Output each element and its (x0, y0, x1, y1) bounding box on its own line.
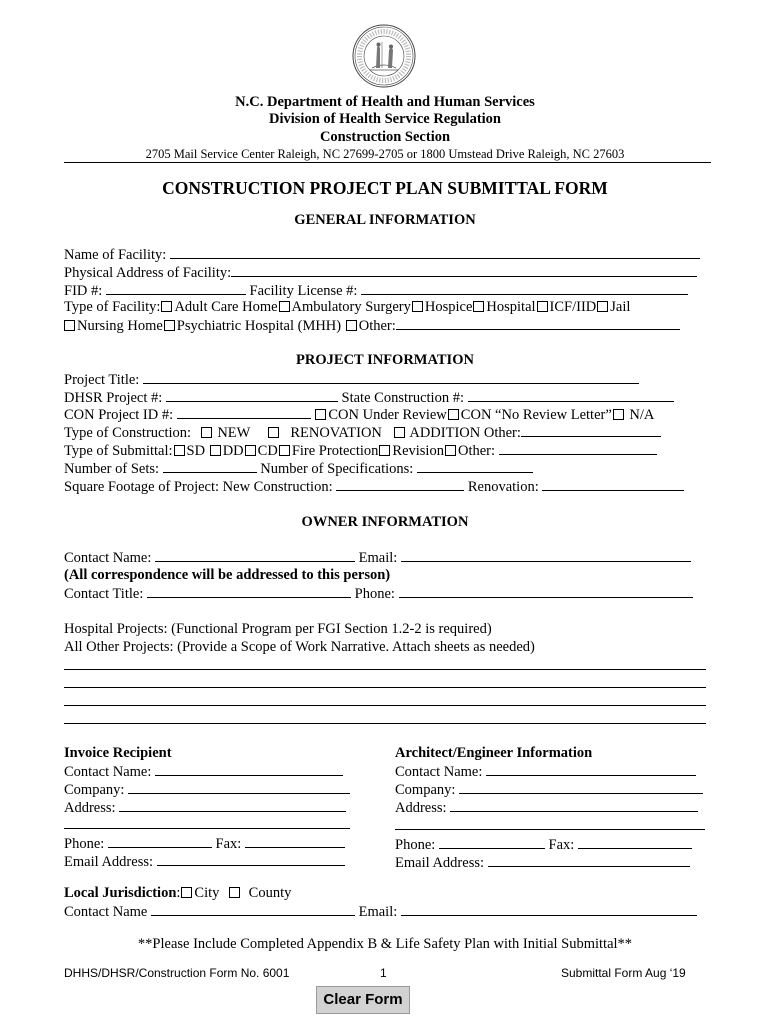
facility-license-label: Facility License #: (249, 283, 358, 299)
fire-protection-checkbox[interactable] (279, 445, 290, 456)
state-seal-logo (352, 24, 416, 88)
new-checkbox[interactable] (201, 427, 212, 438)
owner-email-label: Email: (358, 550, 398, 566)
owner-contact-label: Contact Name: (64, 550, 152, 566)
invoice-address-label: Address: (64, 800, 116, 816)
architect-email-field[interactable] (488, 853, 690, 867)
sqft-reno-label: Renovation: (467, 479, 539, 495)
header-divider (64, 162, 711, 163)
owner-phone-label: Phone: (354, 586, 395, 602)
architect-contact-field[interactable] (486, 762, 696, 776)
icf-iid-checkbox[interactable] (537, 301, 548, 312)
physical-address-row (64, 263, 697, 282)
con-under-review-checkbox[interactable] (315, 409, 326, 420)
revision-checkbox[interactable] (379, 445, 390, 456)
invoice-company-field[interactable] (128, 780, 350, 794)
construction-other-label: Other: (483, 425, 521, 441)
architect-address-line-2[interactable] (395, 829, 705, 830)
architect-contact-row (395, 762, 696, 781)
division-name: Division of Health Service Regulation (269, 111, 501, 127)
project-title-field[interactable] (143, 370, 639, 384)
submittal-other-checkbox[interactable] (445, 445, 456, 456)
header-address: 2705 Mail Service Center Raleigh, NC 27699-2705 or 1800 Umstead Drive Raleigh, NC 27603 (145, 147, 625, 161)
dhsr-field[interactable] (166, 388, 338, 402)
sqft-reno-field[interactable] (542, 477, 684, 491)
owner-contact-field[interactable] (155, 548, 355, 562)
owner-note: (All correspondence will be addressed to this person) (64, 567, 391, 583)
sets-row (64, 459, 533, 478)
other-facility-label: Other: (358, 318, 396, 334)
architect-heading: Architect/Engineer Information (395, 745, 593, 761)
owner-contact-row (64, 548, 691, 567)
revision-label: Revision (392, 443, 444, 459)
facility-type-row (64, 298, 630, 316)
footer-version: Submittal Form Aug ‘19 (561, 966, 686, 980)
footer-form-number: DHHS/DHSR/Construction Form No. 6001 (64, 966, 290, 980)
addition-label: ADDITION (409, 425, 481, 441)
con-under-review-label: CON Under Review (328, 407, 447, 423)
jail-label: Jail (610, 299, 631, 315)
invoice-address-field[interactable] (119, 798, 346, 812)
owner-title-label: Contact Title: (64, 586, 144, 602)
project-heading: PROJECT INFORMATION (296, 352, 474, 368)
owner-heading: OWNER INFORMATION (301, 514, 469, 530)
project-title-label: Project Title: (64, 372, 140, 388)
hospital-projects-text: Hospital Projects: (Functional Program per FGI Section 1.2-2 is required) (64, 621, 492, 637)
facility-name-label: Name of Facility: (64, 247, 167, 263)
general-heading: GENERAL INFORMATION (294, 212, 476, 228)
other-facility-field[interactable] (396, 316, 680, 330)
submittal-type-label: Type of Submittal: (64, 443, 173, 459)
invoice-contact-field[interactable] (155, 762, 343, 776)
invoice-phone-field[interactable] (108, 834, 212, 848)
owner-phone-field[interactable] (399, 584, 693, 598)
state-construction-label: State Construction #: (341, 390, 464, 406)
dept-name: N.C. Department of Health and Human Services (235, 94, 535, 110)
ambulatory-surgery-checkbox[interactable] (279, 301, 290, 312)
architect-company-field[interactable] (459, 780, 703, 794)
jurisdiction-colon: : (176, 885, 181, 901)
invoice-company-row (64, 780, 350, 799)
dd-label: DD (222, 443, 244, 459)
invoice-email-field[interactable] (157, 852, 345, 866)
dhsr-label: DHSR Project #: (64, 390, 163, 406)
architect-address-row (395, 798, 698, 817)
architect-email-row (395, 853, 690, 872)
invoice-address-line-2[interactable] (64, 828, 350, 829)
owner-title-field[interactable] (147, 584, 351, 598)
fid-field[interactable] (106, 281, 246, 295)
adult-care-checkbox[interactable] (161, 301, 172, 312)
jurisdiction-email-field[interactable] (401, 902, 697, 916)
adult-care-label: Adult Care Home (174, 299, 278, 315)
facility-type-label: Type of Facility: (64, 299, 161, 315)
hospice-label: Hospice (424, 299, 473, 315)
invoice-fax-field[interactable] (245, 834, 345, 848)
section-name: Construction Section (319, 129, 451, 145)
con-id-field[interactable] (177, 405, 311, 419)
project-title-row (64, 370, 639, 389)
submittal-other-field[interactable] (499, 441, 657, 455)
num-sets-label: Number of Sets: (64, 461, 160, 477)
jurisdiction-contact-field[interactable] (151, 902, 355, 916)
architect-address-field[interactable] (450, 798, 698, 812)
county-label: County (248, 885, 292, 901)
construction-other-field[interactable] (521, 423, 661, 437)
invoice-address-row (64, 798, 346, 817)
other-projects-text: All Other Projects: (Provide a Scope of Work Narrative. Attach sheets as needed) (64, 639, 535, 655)
invoice-company-label: Company: (64, 782, 125, 798)
invoice-contact-label: Contact Name: (64, 764, 152, 780)
architect-email-label: Email Address: (395, 855, 485, 871)
renovation-checkbox[interactable] (268, 427, 279, 438)
invoice-phone-label: Phone: (64, 836, 105, 852)
architect-fax-field[interactable] (578, 835, 692, 849)
architect-contact-label: Contact Name: (395, 764, 483, 780)
owner-email-field[interactable] (401, 548, 691, 562)
num-specs-field[interactable] (417, 459, 533, 473)
hospice-checkbox[interactable] (412, 301, 423, 312)
facility-license-field[interactable] (361, 281, 688, 295)
narrative-line-4[interactable] (64, 723, 706, 724)
architect-phone-field[interactable] (439, 835, 545, 849)
hospital-checkbox[interactable] (473, 301, 484, 312)
con-no-review-label: CON “No Review Letter” (460, 407, 612, 423)
nursing-home-checkbox[interactable] (64, 320, 75, 331)
facility-name-row (64, 245, 700, 264)
form-title: CONSTRUCTION PROJECT PLAN SUBMITTAL FORM (162, 178, 608, 198)
architect-phone-row (395, 835, 692, 854)
psychiatric-hospital-checkbox[interactable] (164, 320, 175, 331)
architect-company-row (395, 780, 703, 799)
fid-label: FID #: (64, 283, 103, 299)
num-sets-field[interactable] (163, 459, 257, 473)
new-label: NEW (217, 425, 251, 441)
fire-protection-label: Fire Protection (291, 443, 379, 459)
city-checkbox[interactable] (181, 887, 192, 898)
invoice-email-label: Email Address: (64, 854, 154, 870)
na-checkbox[interactable] (613, 409, 624, 420)
cd-checkbox[interactable] (245, 445, 256, 456)
sd-checkbox[interactable] (174, 445, 185, 456)
na-label: N/A (629, 407, 655, 423)
city-label: City (194, 885, 220, 901)
jurisdiction-email-label: Email: (358, 904, 398, 920)
narrative-line-3[interactable] (64, 705, 706, 706)
invoice-phone-row (64, 834, 345, 853)
owner-title-row (64, 584, 693, 603)
architect-phone-label: Phone: (395, 837, 436, 853)
con-no-review-checkbox[interactable] (448, 409, 459, 420)
physical-address-field[interactable] (231, 263, 697, 277)
architect-address-label: Address: (395, 800, 447, 816)
submittal-type-row (64, 441, 657, 460)
jurisdiction-contact-label: Contact Name (64, 904, 148, 920)
construction-type-row (64, 423, 661, 442)
state-construction-field[interactable] (468, 388, 674, 402)
jail-checkbox[interactable] (597, 301, 608, 312)
cd-label: CD (257, 443, 278, 459)
county-checkbox[interactable] (229, 887, 240, 898)
con-id-label: CON Project ID #: (64, 407, 174, 423)
invoice-contact-row (64, 762, 343, 781)
jurisdiction-contact-row (64, 902, 697, 921)
jurisdiction-heading: Local Jurisdiction (64, 885, 177, 901)
architect-fax-label: Fax: (548, 837, 575, 853)
sqft-row (64, 477, 684, 496)
facility-name-field[interactable] (170, 245, 700, 259)
hospital-label: Hospital (486, 299, 536, 315)
ambulatory-surgery-label: Ambulatory Surgery (291, 299, 411, 315)
architect-company-label: Company: (395, 782, 456, 798)
narrative-line-1[interactable] (64, 669, 706, 670)
psychiatric-hospital-label: Psychiatric Hospital (MHH) (176, 318, 342, 334)
addition-checkbox[interactable] (394, 427, 405, 438)
other-facility-checkbox[interactable] (346, 320, 357, 331)
jurisdiction-row (64, 884, 291, 902)
sd-label: SD (186, 443, 206, 459)
footer-page-number: 1 (380, 966, 387, 980)
invoice-heading: Invoice Recipient (64, 745, 172, 761)
narrative-line-2[interactable] (64, 687, 706, 688)
dd-checkbox[interactable] (210, 445, 221, 456)
num-specs-label: Number of Specifications: (260, 461, 414, 477)
submittal-other-label: Other: (457, 443, 496, 459)
invoice-email-row (64, 852, 345, 871)
facility-type-row-2 (63, 316, 680, 335)
submittal-note: **Please Include Completed Appendix B & Life Safety Plan with Initial Submittal** (137, 936, 633, 952)
renovation-label: RENOVATION (290, 425, 382, 441)
nursing-home-label: Nursing Home (77, 318, 163, 334)
icf-iid-label: ICF/IID (549, 299, 597, 315)
construction-type-label: Type of Construction: (64, 425, 192, 441)
invoice-fax-label: Fax: (215, 836, 242, 852)
sqft-new-label: Square Footage of Project: New Construction: (64, 479, 333, 495)
physical-address-label: Physical Address of Facility: (64, 265, 232, 281)
clear-form-button[interactable]: Clear Form (316, 986, 410, 1014)
sqft-new-field[interactable] (336, 477, 464, 491)
con-row (64, 405, 654, 424)
